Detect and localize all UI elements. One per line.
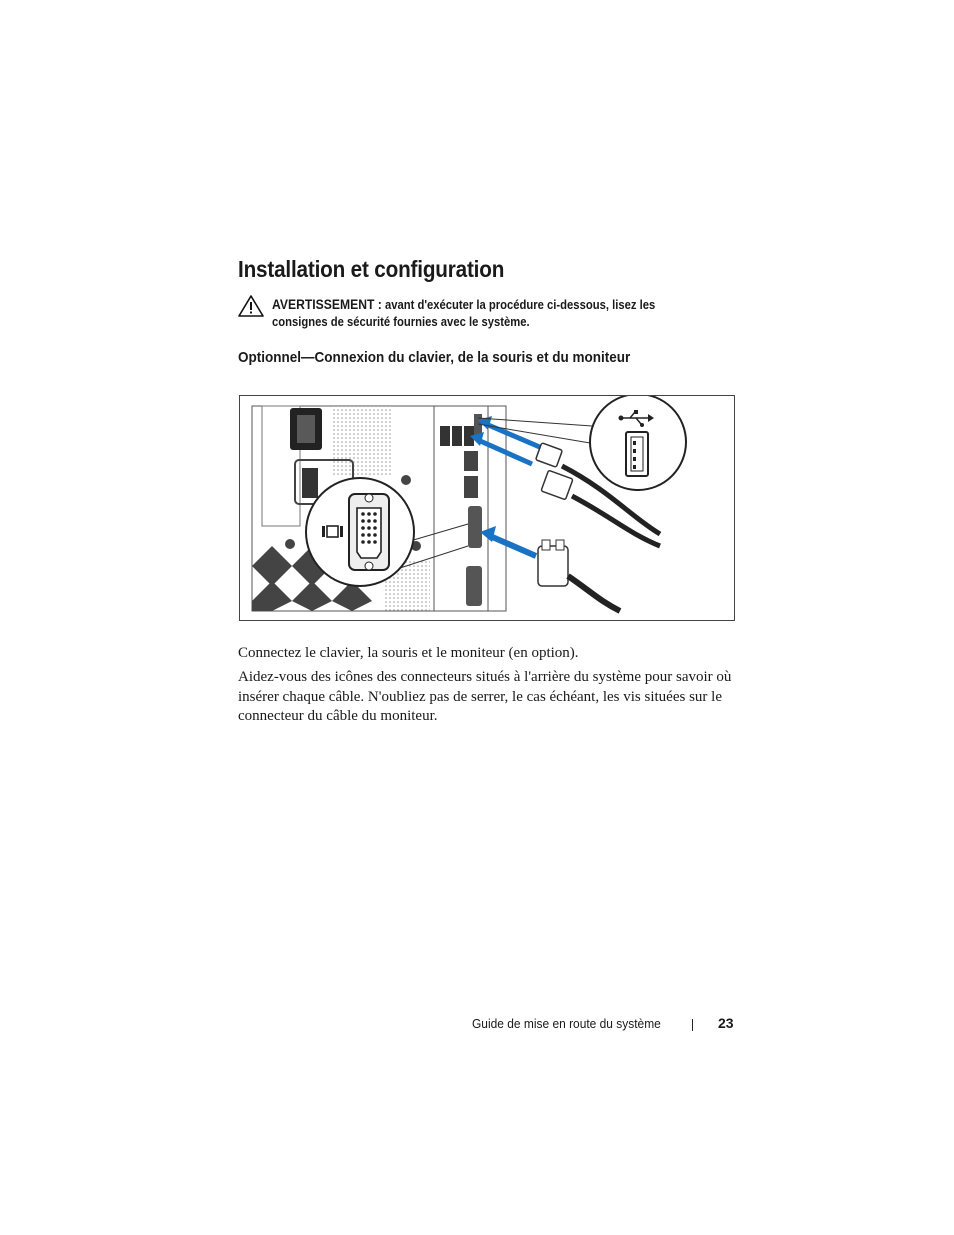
page-number: 23 — [718, 1015, 734, 1031]
illustration-drawing — [240, 396, 734, 620]
warning-icon — [238, 295, 264, 317]
connection-illustration — [239, 395, 735, 621]
footer-title: Guide de mise en route du système — [472, 1016, 661, 1031]
page-title: Installation et configuration — [238, 256, 505, 282]
paragraph-instructions: Aidez-vous des icônes des connecteurs situés à l'arrière du système pour savoir où insérer chaque câble. N'oubliez pas de serrer, le cas échéant, les vis situées sur le connecteur du câble du moniteur. — [238, 669, 732, 724]
port-column — [434, 406, 506, 611]
paragraph-connect: Connectez le clavier, la souris et le moniteur (en option). — [238, 645, 579, 661]
warning-note — [272, 296, 695, 331]
warning-text: avant d'exécuter la procédure ci-dessous, lisez les consignes de sécurité fournies avec le système. — [272, 298, 656, 329]
section-heading: Optionnel—Connexion du clavier, de la souris et du moniteur — [238, 349, 631, 366]
warning-label: AVERTISSEMENT : — [272, 297, 382, 312]
footer-separator — [692, 1019, 693, 1031]
